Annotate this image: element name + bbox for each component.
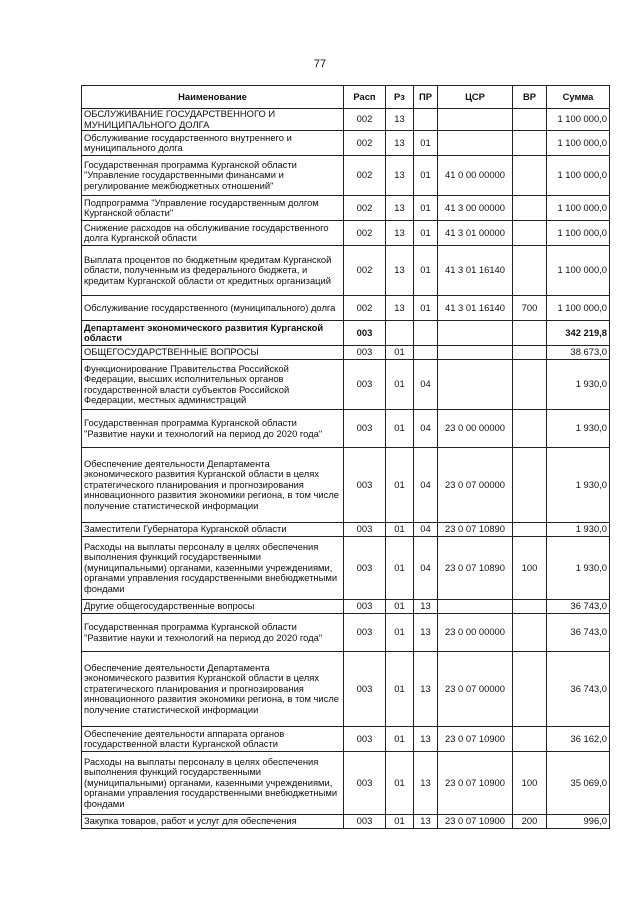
header-rasp: Расп: [344, 86, 386, 109]
row-pr: 01: [414, 196, 438, 221]
row-name: ОБЩЕГОСУДАРСТВЕННЫЕ ВОПРОСЫ: [82, 346, 344, 360]
row-rasp: 002: [344, 156, 386, 196]
budget-table: [81, 85, 610, 829]
row-rasp: 003: [344, 614, 386, 652]
row-vr: 700: [513, 296, 547, 321]
table-row: [82, 296, 610, 321]
row-csr: 41 3 01 00000: [438, 221, 513, 246]
row-sum: 36 743,0: [547, 614, 610, 652]
row-pr: 04: [414, 410, 438, 448]
table-row: [82, 156, 610, 196]
row-csr: [438, 321, 513, 346]
table-row-department: [82, 321, 610, 346]
table-row: [82, 448, 610, 523]
row-vr: [513, 360, 547, 410]
row-pr: [414, 321, 438, 346]
row-rz: 01: [386, 360, 414, 410]
table-header-row: [82, 86, 610, 109]
row-rasp: 003: [344, 523, 386, 537]
row-csr: [438, 600, 513, 614]
row-vr: [513, 221, 547, 246]
row-sum: 1 930,0: [547, 523, 610, 537]
table-row: [82, 346, 610, 360]
row-vr: [513, 321, 547, 346]
row-rz: 01: [386, 537, 414, 600]
table-row: [82, 523, 610, 537]
row-csr: 23 0 07 10900: [438, 727, 513, 752]
row-csr: 41 3 01 16140: [438, 246, 513, 296]
row-name: Обеспечение деятельности Департамента экономического развития Курганской области в целях стратегического планирования и прогнозирования инновационного развития экономики региона, в том числе получение статистической информации: [82, 448, 344, 523]
row-rasp: 002: [344, 296, 386, 321]
row-csr: [438, 131, 513, 156]
header-pr: ПР: [414, 86, 438, 109]
row-pr: 01: [414, 131, 438, 156]
row-csr: [438, 109, 513, 131]
row-pr: 01: [414, 156, 438, 196]
row-rasp: 003: [344, 410, 386, 448]
row-sum: 1 100 000,0: [547, 131, 610, 156]
row-name: Государственная программа Курганской области "Управление государственными финансами и регулирование межбюджетных отношений": [82, 156, 344, 196]
row-vr: [513, 131, 547, 156]
row-sum: 1 930,0: [547, 448, 610, 523]
row-rz: 13: [386, 196, 414, 221]
row-rz: 01: [386, 614, 414, 652]
row-pr: 04: [414, 360, 438, 410]
row-rasp: 003: [344, 600, 386, 614]
row-vr: [513, 156, 547, 196]
row-csr: [438, 346, 513, 360]
row-pr: 01: [414, 246, 438, 296]
row-rasp: 003: [344, 652, 386, 727]
table-row: [82, 131, 610, 156]
row-sum: 1 100 000,0: [547, 221, 610, 246]
row-pr: 13: [414, 752, 438, 815]
row-sum: 1 100 000,0: [547, 296, 610, 321]
row-rasp: 003: [344, 321, 386, 346]
row-vr: [513, 652, 547, 727]
row-vr: [513, 727, 547, 752]
row-rasp: 003: [344, 752, 386, 815]
row-rasp: 003: [344, 360, 386, 410]
table-row: [82, 360, 610, 410]
row-name: Функционирование Правительства Российской Федерации, высших исполнительных органов государственной власти субъектов Российской Федерации, местных администраций: [82, 360, 344, 410]
table-row: [82, 246, 610, 296]
row-sum: 996,0: [547, 815, 610, 829]
row-vr: [513, 614, 547, 652]
row-name: Обеспечение деятельности Департамента экономического развития Курганской области в целях стратегического планирования и прогнозирования инновационного развития экономики региона, в том числе получение статистической информации: [82, 652, 344, 727]
row-rz: 13: [386, 109, 414, 131]
row-pr: 13: [414, 727, 438, 752]
row-sum: 342 219,8: [547, 321, 610, 346]
table-row: [82, 600, 610, 614]
row-pr: 04: [414, 448, 438, 523]
row-name: Расходы на выплаты персоналу в целях обеспечения выполнения функций государственными (муниципальными) органами, казенными учреждениями, органами управления государственными внебюджетными фондами: [82, 752, 344, 815]
row-csr: 23 0 07 00000: [438, 448, 513, 523]
row-vr: 200: [513, 815, 547, 829]
row-pr: 13: [414, 600, 438, 614]
row-csr: 23 0 00 00000: [438, 410, 513, 448]
row-vr: [513, 346, 547, 360]
row-vr: [513, 410, 547, 448]
row-csr: 23 0 07 10890: [438, 537, 513, 600]
row-sum: 1 100 000,0: [547, 109, 610, 131]
row-sum: 36 162,0: [547, 727, 610, 752]
row-rasp: 003: [344, 537, 386, 600]
row-name: Снижение расходов на обслуживание государственного долга Курганской области: [82, 221, 344, 246]
row-rz: 01: [386, 727, 414, 752]
row-name: ОБСЛУЖИВАНИЕ ГОСУДАРСТВЕННОГО И МУНИЦИПАЛЬНОГО ДОЛГА: [82, 109, 344, 131]
row-sum: 38 673,0: [547, 346, 610, 360]
row-name: Закупка товаров, работ и услуг для обеспечения: [82, 815, 344, 829]
row-sum: 1 100 000,0: [547, 156, 610, 196]
row-sum: 1 100 000,0: [547, 246, 610, 296]
row-csr: 41 0 00 00000: [438, 156, 513, 196]
row-name: Другие общегосударственные вопросы: [82, 600, 344, 614]
row-rasp: 003: [344, 346, 386, 360]
table-row: [82, 221, 610, 246]
row-name: Обеспечение деятельности аппарата органов государственной власти Курганской области: [82, 727, 344, 752]
row-vr: [513, 523, 547, 537]
header-name: Наименование: [82, 86, 344, 109]
row-rz: 01: [386, 346, 414, 360]
table-row: [82, 410, 610, 448]
row-name: Государственная программа Курганской области "Развитие науки и технологий на период до 2020 года": [82, 410, 344, 448]
row-rz: 01: [386, 815, 414, 829]
row-vr: [513, 448, 547, 523]
row-rz: [386, 321, 414, 346]
row-name: Подпрограмма "Управление государственным долгом Курганской области": [82, 196, 344, 221]
row-vr: [513, 109, 547, 131]
row-rz: 01: [386, 652, 414, 727]
row-csr: 41 3 00 00000: [438, 196, 513, 221]
row-csr: [438, 360, 513, 410]
row-rasp: 003: [344, 448, 386, 523]
row-rz: 13: [386, 131, 414, 156]
row-name: Выплата процентов по бюджетным кредитам Курганской области, полученным из федерального бюджета, и кредитам Курганской области от кредитных организаций: [82, 246, 344, 296]
row-name: Заместители Губернатора Курганской области: [82, 523, 344, 537]
table-row: [82, 652, 610, 727]
row-rasp: 003: [344, 815, 386, 829]
row-pr: [414, 346, 438, 360]
row-pr: 01: [414, 296, 438, 321]
row-csr: 23 0 00 00000: [438, 614, 513, 652]
row-name: Расходы на выплаты персоналу в целях обеспечения выполнения функций государственными (муниципальными) органами, казенными учреждениями, органами управления государственными внебюджетными фондами: [82, 537, 344, 600]
header-csr: ЦСР: [438, 86, 513, 109]
header-sum: Сумма: [547, 86, 610, 109]
row-rz: 01: [386, 523, 414, 537]
table-row: [82, 109, 610, 131]
row-pr: 13: [414, 815, 438, 829]
row-rz: 13: [386, 246, 414, 296]
row-rz: 01: [386, 448, 414, 523]
row-vr: 100: [513, 537, 547, 600]
row-sum: 1 930,0: [547, 537, 610, 600]
row-sum: 1 100 000,0: [547, 196, 610, 221]
table-row: [82, 815, 610, 829]
header-vr: ВР: [513, 86, 547, 109]
row-rz: 13: [386, 156, 414, 196]
row-csr: 23 0 07 10890: [438, 523, 513, 537]
row-pr: 01: [414, 221, 438, 246]
row-rz: 13: [386, 221, 414, 246]
page-number: 77: [313, 58, 327, 70]
row-pr: 13: [414, 614, 438, 652]
row-rz: 01: [386, 752, 414, 815]
row-csr: 23 0 07 10900: [438, 815, 513, 829]
row-rz: 01: [386, 600, 414, 614]
row-rasp: 002: [344, 221, 386, 246]
row-csr: 41 3 01 16140: [438, 296, 513, 321]
row-pr: 04: [414, 537, 438, 600]
header-rz: Рз: [386, 86, 414, 109]
row-sum: 36 743,0: [547, 652, 610, 727]
row-vr: [513, 246, 547, 296]
row-sum: 35 069,0: [547, 752, 610, 815]
table-row: [82, 752, 610, 815]
row-rasp: 002: [344, 196, 386, 221]
table-row: [82, 614, 610, 652]
table-row: [82, 196, 610, 221]
row-rasp: 003: [344, 727, 386, 752]
row-sum: 1 930,0: [547, 410, 610, 448]
row-name: Обслуживание государственного (муниципального) долга: [82, 296, 344, 321]
row-rasp: 002: [344, 131, 386, 156]
row-pr: [414, 109, 438, 131]
row-csr: 23 0 07 00000: [438, 652, 513, 727]
row-rasp: 002: [344, 246, 386, 296]
row-name: Департамент экономического развития Курганской области: [82, 321, 344, 346]
row-rz: 13: [386, 296, 414, 321]
row-csr: 23 0 07 10900: [438, 752, 513, 815]
row-sum: 36 743,0: [547, 600, 610, 614]
row-sum: 1 930,0: [547, 360, 610, 410]
row-name: Обслуживание государственного внутреннего и муниципального долга: [82, 131, 344, 156]
row-name: Государственная программа Курганской области "Развитие науки и технологий на период до 2020 года": [82, 614, 344, 652]
row-pr: 13: [414, 652, 438, 727]
row-pr: 04: [414, 523, 438, 537]
row-vr: [513, 600, 547, 614]
row-rz: 01: [386, 410, 414, 448]
table-row: [82, 537, 610, 600]
row-rasp: 002: [344, 109, 386, 131]
table-row: [82, 727, 610, 752]
row-vr: [513, 196, 547, 221]
row-vr: 100: [513, 752, 547, 815]
